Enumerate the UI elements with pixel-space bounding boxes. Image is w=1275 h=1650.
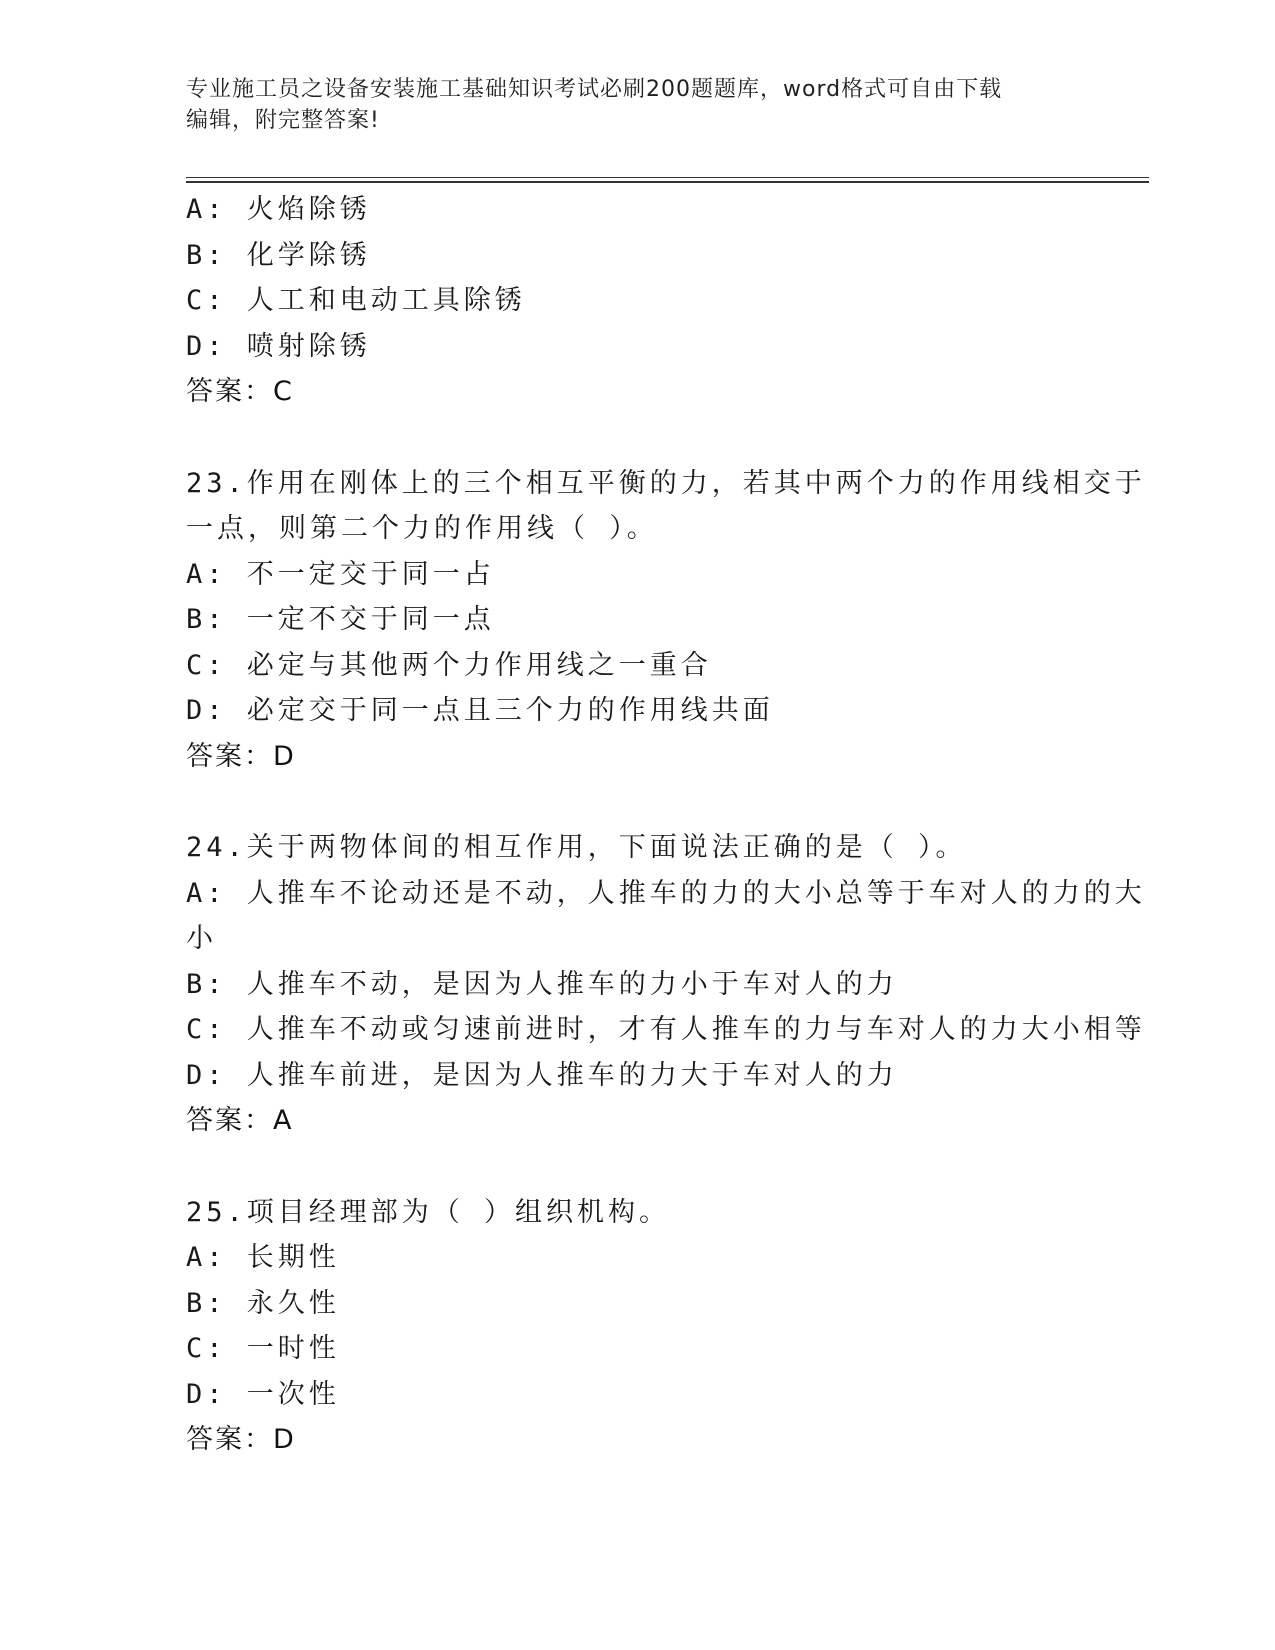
spacer — [186, 1144, 1086, 1190]
option-d: D: 喷射除锈 — [186, 330, 371, 362]
option-b: B: 永久性 — [186, 1287, 340, 1319]
document-header — [186, 74, 1086, 136]
question-stem-line-1: 23.作用在刚体上的三个相互平衡的力，若其中两个力的作用线相交于 — [186, 467, 1146, 499]
question-23 — [186, 461, 1146, 780]
header-divider-thick — [186, 181, 1149, 183]
header-title-line-2: 编辑，附完整答案! — [186, 108, 380, 133]
question-stem-line-2: 一点，则第二个力的作用线（ ）。 — [186, 513, 658, 544]
option-d: D: 必定交于同一点且三个力的作用线共面 — [186, 695, 774, 726]
question-24 — [186, 825, 1146, 1144]
question-stem: 25.项目经理部为（ ）组织机构。 — [186, 1196, 671, 1228]
answer: 答案：D — [186, 1424, 296, 1455]
option-c: C: 人工和电动工具除锈 — [186, 285, 526, 316]
question-list — [186, 187, 1146, 1463]
option-a: A: 火焰除锈 — [186, 194, 371, 225]
question-22 — [186, 187, 1086, 415]
option-c: C: 必定与其他两个力作用线之一重合 — [186, 649, 712, 681]
option-b: B: 人推车不动，是因为人推车的力小于车对人的力 — [186, 968, 898, 1000]
answer: 答案：D — [186, 740, 296, 772]
header-divider-thin — [186, 177, 1149, 178]
option-c: C: 人推车不动或匀速前进时，才有人推车的力与车对人的力大小相等 — [186, 1014, 1146, 1045]
option-a-line-1: A: 人推车不论动还是不动，人推车的力的大小总等于车对人的力的大 — [186, 877, 1146, 909]
option-a-line-2: 小 — [186, 923, 217, 954]
option-a: A: 长期性 — [186, 1242, 340, 1273]
header-title-line-1: 专业施工员之设备安装施工基础知识考试必刷200题题库，word格式可自由下载 — [186, 77, 1003, 102]
option-a: A: 不一定交于同一占 — [186, 558, 495, 590]
question-stem: 24.关于两物体间的相互作用，下面说法正确的是（ ）。 — [186, 832, 967, 863]
option-d: D: 一次性 — [186, 1378, 340, 1410]
question-25 — [186, 1190, 1086, 1463]
spacer — [186, 779, 1086, 825]
option-c: C: 一时性 — [186, 1333, 340, 1364]
answer: 答案：A — [186, 1105, 294, 1136]
option-b: B: 化学除锈 — [186, 239, 371, 271]
option-b: B: 一定不交于同一点 — [186, 604, 495, 635]
spacer — [186, 415, 1086, 461]
option-d: D: 人推车前进，是因为人推车的力大于车对人的力 — [186, 1059, 898, 1091]
answer: 答案：C — [186, 376, 294, 407]
